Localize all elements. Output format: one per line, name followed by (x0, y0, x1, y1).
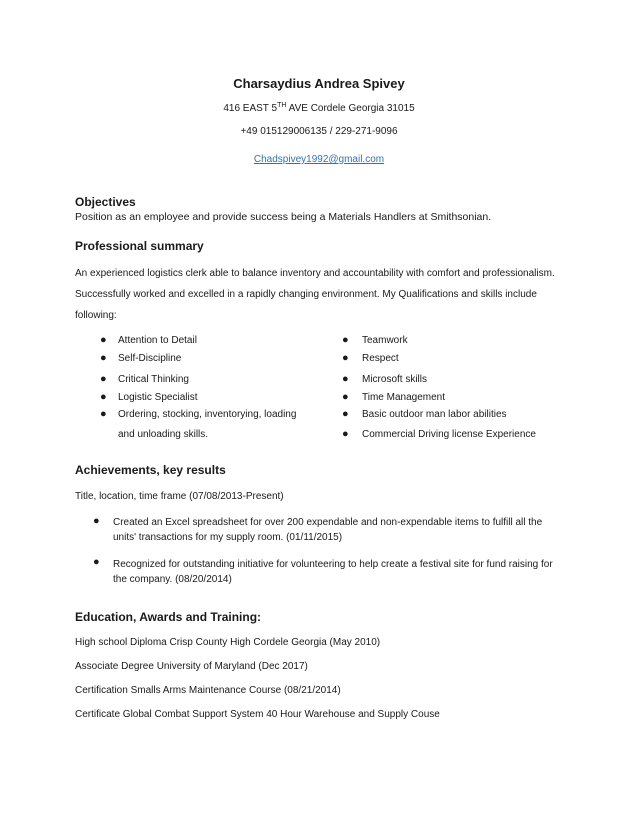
bullet-icon: ● (342, 373, 349, 385)
skill-item: Ordering, stocking, inventorying, loading (118, 409, 297, 420)
skill-item: Basic outdoor man labor abilities (362, 409, 507, 420)
bullet-icon: ● (100, 408, 107, 420)
education-item: Certification Smalls Arms Maintenance Course (08/21/2014) (75, 685, 341, 696)
bullet-icon: ● (342, 391, 349, 403)
applicant-name: Charsaydius Andrea Spivey (233, 76, 405, 91)
address: 416 EAST 5TH AVE Cordele Georgia 31015 (223, 102, 415, 114)
skill-item: Teamwork (362, 335, 408, 346)
skill-item: Logistic Specialist (118, 392, 198, 403)
skill-item: Time Management (362, 392, 445, 403)
bullet-icon: ● (100, 373, 107, 385)
bullet-icon: ● (93, 556, 100, 568)
bullet-icon: ● (93, 515, 100, 527)
skill-item-continuation: and unloading skills. (118, 429, 209, 440)
achievements-heading: Achievements, key results (75, 463, 226, 477)
objectives-heading: Objectives (75, 195, 136, 209)
bullet-icon: ● (342, 352, 349, 364)
skill-item: Attention to Detail (118, 335, 197, 346)
education-item: Associate Degree University of Maryland (Dec 2017) (75, 661, 308, 672)
objectives-text: Position as an employee and provide success being a Materials Handlers at Smithsonian. (75, 211, 492, 223)
bullet-icon: ● (100, 352, 107, 364)
education-heading: Education, Awards and Training: (75, 610, 262, 624)
achievement-item: Created an Excel spreadsheet for over 200 expendable and non-expendable items to fulfill all the units' transactions for my supply room. (01/11/2015) (113, 517, 543, 543)
skill-item: Microsoft skills (362, 374, 428, 385)
bullet-icon: ● (342, 334, 349, 346)
achievements-intro: Title, location, time frame (07/08/2013-Present) (75, 491, 284, 502)
phone-numbers: +49 015129006135 / 229-271-9096 (240, 126, 398, 137)
summary-heading: Professional summary (75, 239, 204, 253)
skill-item: Self-Discipline (118, 353, 182, 364)
achievement-item: Recognized for outstanding initiative for volunteering to help create a festival site for fund raising for the company. (08/20/2014) (113, 559, 553, 585)
email-link[interactable]: Chadspivey1992@gmail.com (253, 154, 385, 165)
bullet-icon: ● (342, 408, 349, 420)
education-item: Certificate Global Combat Support System 40 Hour Warehouse and Supply Couse (75, 709, 440, 720)
skill-item: Critical Thinking (118, 374, 189, 385)
education-item: High school Diploma Crisp County High Cordele Georgia (May 2010) (75, 637, 381, 648)
bullet-icon: ● (100, 334, 107, 346)
skill-item: Commercial Driving license Experience (362, 429, 536, 440)
bullet-icon: ● (342, 428, 349, 440)
summary-text: An experienced logistics clerk able to balance inventory and accountability with comfort and professionalism. Successfully worked and excelled in a rapidly changing environment. My Qualifications and skills include following: (75, 268, 555, 321)
skill-item: Respect (362, 353, 399, 364)
bullet-icon: ● (100, 391, 107, 403)
